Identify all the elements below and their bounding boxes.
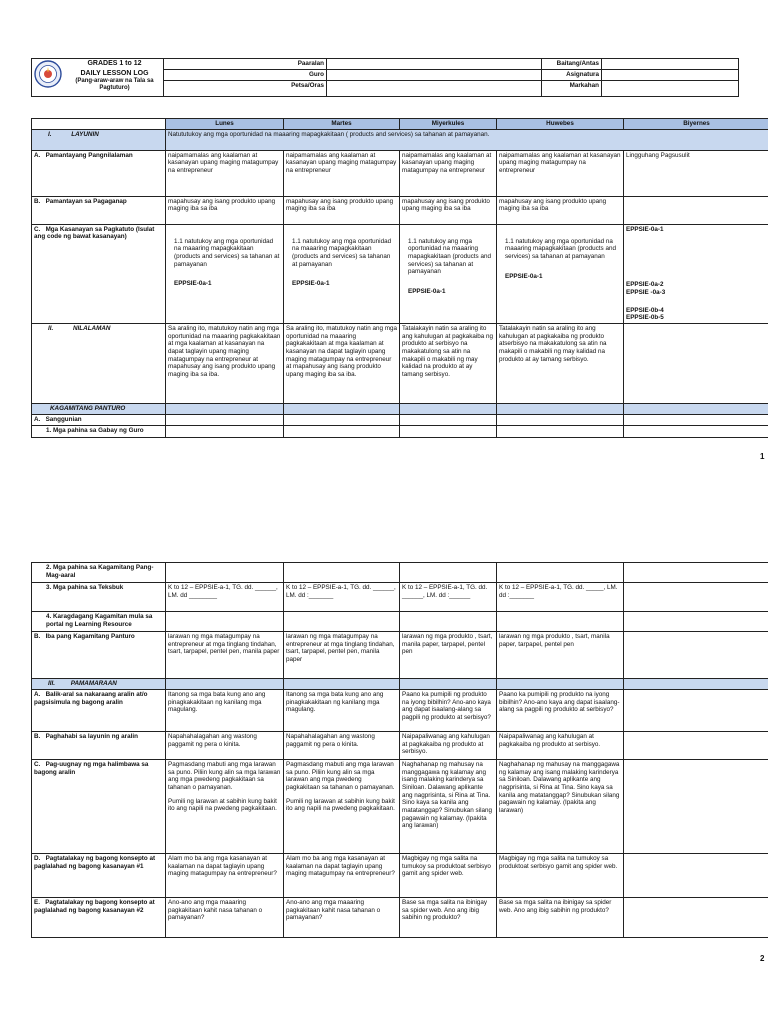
asignatura-label: Asignatura [542, 70, 602, 81]
b-cell-huwebes: mapahusay ang isang produkto upang maging iba sa iba [497, 196, 624, 224]
pe-biyernes [624, 898, 768, 938]
a-cell-miyerkules: naipamamalas ang kaalaman at kasanayan upang maging matagumpay na entrepreneur [400, 150, 497, 196]
pagaganap-heading [32, 196, 166, 224]
pb-title: Paghahabi sa layunin ng aralin [45, 733, 138, 740]
gabay-biyernes [624, 426, 768, 438]
page2-table [31, 562, 768, 938]
pag-uugnay-heading [32, 760, 166, 854]
kasanayan-row [32, 224, 768, 323]
title-subtitle: (Pang-araw-araw na Tala sa Pagtuturo) [75, 78, 154, 92]
c-code-huwebes: EPPSIE-0a-1 [505, 272, 543, 280]
paaralan-label: Paaralan [164, 59, 327, 70]
layunin-label: I. [48, 130, 52, 138]
pc-lunes-b: Pumili ng larawan at sabihin kung bakit ito ang napili na pwedeng pagkakitaan. [168, 797, 277, 813]
c-label: C. [34, 225, 41, 233]
pm-miyerkules [400, 679, 497, 690]
sang-huwebes [497, 415, 624, 426]
teksbuk-heading: 3. Mga pahina sa Teksbuk [32, 583, 166, 612]
ii-title: NILALAMAN [73, 325, 111, 333]
km-biyernes [624, 563, 768, 583]
kd-martes [284, 612, 400, 632]
pa-label: A. [34, 691, 41, 698]
pd-huwebes: Magbigay ng mga salita na tumukoy sa produktoat serbisyo gamit ang spider web. [497, 854, 624, 898]
paaralan-value[interactable] [327, 59, 542, 70]
pe-huwebes: Base sa mga salita na ibinigay sa spider web. Ano ang ibig sabihin ng produkto? [497, 898, 624, 938]
pagtatalakay-1-row [32, 854, 768, 898]
iii-label: III. [48, 680, 55, 687]
pa-lunes: Itanong sa mga bata kung ano ang pinagkakakitaan ng kanilang mga magulang. [166, 690, 284, 732]
ii-cell-biyernes [624, 324, 768, 404]
kd-lunes [166, 612, 284, 632]
pb-label: B. [34, 733, 41, 740]
ii-cell-martes: Sa araling ito, matutukoy natin ang mga oportunidad na maaaring pagkakakitaan at mga kaalaman at kasanayan na dapat taglayin upang maging matagumpay na entrepreneur at mapahusay ang isang produkto upang maging iba sa iba. [284, 324, 400, 404]
gabay-heading: 1. Mga pahina sa Gabay ng Guro [32, 426, 166, 438]
pagtatalakay-2-heading [32, 898, 166, 938]
day-biyernes: Biyernes [624, 119, 768, 130]
kag-martes [284, 404, 400, 415]
pc-miyerkules: Naghahanap ng mahusay na manggagawa ng kalamay ang isang malaking karinderya sa Siniloan. Dalawang aplikante ang nagprisinta, si Rina at Tina. Sino kaya sa kanila ang matatanggap? Sinubukan silang pagawain ng kalamay. (Ipakita ang larawan) [400, 760, 497, 854]
karagdagang-row [32, 612, 768, 632]
a-title: Pamantayang Pangnilalaman [45, 151, 133, 159]
day-huwebes: Huwebes [497, 119, 624, 130]
balik-aral-heading [32, 690, 166, 732]
gabay-martes [284, 426, 400, 438]
gabay-huwebes [497, 426, 624, 438]
title-grades: GRADES 1 to 12 [87, 60, 142, 67]
c-code-miyerkules: EPPSIE-0a-1 [408, 288, 446, 296]
layunin-heading [32, 129, 166, 150]
paghahabi-heading [32, 732, 166, 760]
pc-martes-b: Pumili ng larawan at sabihin kung bakit ito ang napili na pwedeng pagkakitaan. [286, 797, 395, 813]
sang-lunes [166, 415, 284, 426]
pa-martes: Itanong sa mga bata kung ano ang pinagkakakitaan ng kanilang mga magulang. [284, 690, 400, 732]
c-text-huwebes: 1.1 natutukoy ang mga oportunidad na maaaring mapagkakitaan (products and services) sa tahanan at pamayanan [505, 237, 616, 261]
c-text-lunes: 1.1 natutukoy ang mga oportunidad na maaaring mapagkakitaan (products and services) sa tahanan at pamayanan [174, 237, 280, 268]
layunin-row [32, 129, 768, 150]
nilalaman-heading [32, 324, 166, 404]
pd-label: D. [34, 855, 41, 862]
c-fri-code-1: EPPSIE-0a-1 [626, 225, 664, 233]
b-cell-lunes: mapahusay ang isang produkto upang maging iba sa iba [166, 196, 284, 224]
pag-uugnay-row [32, 760, 768, 854]
c-cell-huwebes [497, 224, 624, 323]
pe-martes: Ano-ano ang mga maaaring pagkakitaan kahit nasa tahanan o pamayanan? [284, 898, 400, 938]
km-miyerkules [400, 563, 497, 583]
c-code-lunes: EPPSIE-0a-1 [174, 280, 212, 288]
kag-huwebes [497, 404, 624, 415]
nilalaman-row [32, 324, 768, 404]
pc-label: C. [34, 761, 41, 768]
pc-biyernes [624, 760, 768, 854]
baitang-label: Baitang/Antas [542, 59, 602, 70]
teksbuk-row [32, 583, 768, 612]
pm-biyernes [624, 679, 768, 690]
kagamitan-row [32, 404, 768, 415]
kasanayan-heading [32, 224, 166, 323]
pa-title: Balik-aral sa nakaraang aralin at/o pagsisimula ng bagong aralin [34, 691, 148, 706]
a-cell-martes: naipamamalas ang kaalaman at kasanayan upang maging matagumpay na entrepreneur [284, 150, 400, 196]
page1-table [31, 118, 768, 438]
day-header-row [32, 119, 768, 130]
a-cell-huwebes: naipamamalas ang kaalaman at kasanayan upang maging matagumpay na entrepreneur [497, 150, 624, 196]
guro-value[interactable] [327, 70, 542, 81]
pa-huwebes: Paano ka pumipili ng produkto na iyong bibilhin? Ano-ano kaya ang dapat isaalang-alang sa pagpili ng produkto at serbisyo? [497, 690, 624, 732]
pa-biyernes [624, 690, 768, 732]
guro-label: Guro [164, 70, 327, 81]
karagdagang-heading: 4. Karagdagang Kagamitan mula sa portal ng Learning Resource [32, 612, 166, 632]
pe-label: E. [34, 899, 40, 906]
pc-huwebes: Naghahanap ng mahusay na manggagawa ng kalamay ang isang malaking karinderya sa Siniloan. Dalawang aplikante ang nagprisinta, si Rina at Tina. Sino kaya sa kanila ang matatanggap? Sinubukan silang pagawain ng kalamay. (Ipakita ang larawan) [497, 760, 624, 854]
kag-mag-row [32, 563, 768, 583]
c-fri-code-3: EPPSIE -0a-3 [626, 289, 666, 297]
a-label: A. [34, 151, 41, 159]
sanggunian-row [32, 415, 768, 426]
iba-lunes: larawan ng mga matagumpay na entrepreneur at mga tinglang tindahan, tsart, tarpapel, pentel pen, manila paper [166, 632, 284, 679]
teksbuk-lunes: K to 12 – EPPSIE-a-1, TG. dd. ______, LM. dd ________ [166, 583, 284, 612]
b-title: Pamantayan sa Pagaganap [45, 197, 127, 205]
b-cell-miyerkules: mapahusay ang isang produkto upang maging iba sa iba [400, 196, 497, 224]
pc-lunes-a: Pagmasdang mabuti ang mga larawan sa puno. Piliin kung alin sa mga larawan ang mga pwedeng pagkakitaan sa tahanan o pamayanan. [168, 761, 281, 792]
gabay-miyerkules [400, 426, 497, 438]
pagtatalakay-2-row [32, 898, 768, 938]
pamantayang-row [32, 150, 768, 196]
c-fri-code-4: EPPSIE-0b-4 [626, 306, 664, 314]
c-fri-code-2: EPPSIE-0a-2 [626, 281, 664, 289]
pm-lunes [166, 679, 284, 690]
c-code-martes: EPPSIE-0a-1 [292, 280, 330, 288]
kagamitan-heading: KAGAMITANG PANTURO [32, 404, 166, 415]
pa-miyerkules: Paano ka pumipili ng produkto na iyong bibilhin? Ano-ano kaya ang dapat isaalang-alang sa pagpili ng produkto at serbisyo? [400, 690, 497, 732]
gabay-lunes [166, 426, 284, 438]
kd-huwebes [497, 612, 624, 632]
markahan-value[interactable] [602, 81, 739, 97]
ii-cell-huwebes: Tatalakayin natin sa araling ito ang kahulugan at pagkakaiba ng produkto atserbisyo na makakatulong sa atin na makapili o makabili ng may kalidad na produkto at ay tamang serbisyo. [497, 324, 624, 404]
layunin-text: Natututukoy ang mga oportunidad na maaaring mapagkakitaan ( products and services) sa tahanan at pamayanan. [166, 129, 768, 150]
pc-martes-a: Pagmasdang mabuti ang mga larawan sa puno. Piliin kung alin sa mga larawan ang mga pwedeng pagkakitaan sa tahanan o pamayanan. [286, 761, 395, 792]
pd-title: Pagtatalakay ng bagong konsepto at paglalahad ng bagong kasanayan #1 [34, 855, 156, 870]
iba-biyernes [624, 632, 768, 679]
pb-huwebes: Naipapaliwanag ang kahulugan at pagkakaiba ng produkto at serbisyo. [497, 732, 624, 760]
teksbuk-martes: K to 12 – EPPSIE-a-1, TG. dd. ______, LM. dd :_______ [284, 583, 400, 612]
layunin-title: LAYUNIN [71, 130, 99, 138]
petsa-value[interactable] [327, 81, 542, 97]
c-cell-biyernes [624, 224, 768, 323]
day-header-blank [32, 119, 166, 130]
iba-title: Iba pang Kagamitang Panturo [45, 633, 135, 640]
day-miyerkules: Miyerkules [400, 119, 497, 130]
iba-martes: larawan ng mga matagumpay na entrepreneur at mga tinglang tindahan, tsart, tarpapel, pentel pen, manila paper [284, 632, 400, 679]
day-martes: Martes [284, 119, 400, 130]
kag-mag-heading: 2. Mga pahina sa Kagamitang Pang-Mag-aaral [32, 563, 166, 583]
c-cell-miyerkules [400, 224, 497, 323]
page-number-1: 1 [760, 452, 765, 461]
pm-martes [284, 679, 400, 690]
pamamaraan-heading [32, 679, 166, 690]
pb-biyernes [624, 732, 768, 760]
km-huwebes [497, 563, 624, 583]
ii-label: II. [48, 325, 54, 333]
pb-lunes: Napahahalagahan ang wastong paggamit ng pera o kinita. [166, 732, 284, 760]
baitang-value[interactable] [602, 59, 739, 70]
iba-miyerkules: larawan ng mga produkto , tsart, manila paper, tarpapel, pentel pen [400, 632, 497, 679]
day-lunes: Lunes [166, 119, 284, 130]
gabay-row [32, 426, 768, 438]
petsa-label: Petsa/Oras [164, 81, 327, 97]
ii-cell-lunes: Sa araling ito, matutukoy natin ang mga oportunidad na maaaring pagkakakitaan at mga kaalaman at kasanayan na dapat taglayin upang maging matagumpay na entrepreneur at mapahusay ang isang produkto upang maging iba sa iba. [166, 324, 284, 404]
teksbuk-miyerkules: K to 12 – EPPSIE-a-1, TG. dd. ______, LM. dd :______ [400, 583, 497, 612]
b-cell-martes: mapahusay ang isang produkto upang maging iba sa iba [284, 196, 400, 224]
teksbuk-biyernes [624, 583, 768, 612]
kd-biyernes [624, 612, 768, 632]
b-label: B. [34, 197, 41, 205]
c-cell-lunes [166, 224, 284, 323]
pe-lunes: Ano-ano ang mga maaaring pagkakitaan kahit nasa tahanan o pamayanan? [166, 898, 284, 938]
pc-lunes [166, 760, 284, 854]
markahan-label: Markahan [542, 81, 602, 97]
iba-row [32, 632, 768, 679]
sanggunian-heading [32, 415, 166, 426]
title-dll: DAILY LESSON LOG [80, 69, 149, 77]
c-text-miyerkules: 1.1 natutukoy ang mga oportunidad na maaaring mapagkakitaan (products and services) sa tahanan at pamayanan [408, 237, 491, 276]
c-fri-code-5: EPPSIE-0b-5 [626, 314, 664, 322]
sang-biyernes [624, 415, 768, 426]
c-cell-martes [284, 224, 400, 323]
sang-title: Sanggunian [45, 416, 82, 424]
asignatura-value[interactable] [602, 70, 739, 81]
pe-title: Pagtatalakay ng bagong konsepto at paglalahad ng bagong kasanayan #2 [34, 899, 155, 914]
c-title: Mga Kasanayan sa Pagkatuto (Isulat ang code ng bawat kasanayan) [34, 225, 155, 241]
header-table [31, 58, 739, 97]
pamantayang-heading [32, 150, 166, 196]
pd-martes: Alam mo ba ang mga kasanayan at kaalaman na dapat taglayin upang maging matagumpay na entrepreneur? [284, 854, 400, 898]
pd-lunes: Alam mo ba ang mga kasanayan at kaalaman na dapat taglayin upang maging matagumpay na entrepreneur? [166, 854, 284, 898]
pagtatalakay-1-heading [32, 854, 166, 898]
pe-miyerkules: Base sa mga salita na ibinigay sa spider web. Ano ang ibig sabihin ng produkto? [400, 898, 497, 938]
pd-biyernes [624, 854, 768, 898]
sang-label: A. [34, 416, 41, 424]
pd-miyerkules: Magbigay ng mga salita na tumukoy sa produktoat serbisyo gamit ang spider web. [400, 854, 497, 898]
b-cell-biyernes [624, 196, 768, 224]
header-title-cell [32, 59, 164, 97]
page-number-2: 2 [760, 954, 765, 963]
c-text-martes: 1.1 natutukoy ang mga oportunidad na maaaring mapagkakitaan (products and services) sa tahanan at pamayanan [292, 237, 392, 268]
pb-martes: Napahahalagahan ang wastong paggamit ng pera o kinita. [284, 732, 400, 760]
kag-lunes [166, 404, 284, 415]
balik-aral-row [32, 690, 768, 732]
iba-label: B. [34, 633, 41, 640]
kd-miyerkules [400, 612, 497, 632]
paghahabi-row [32, 732, 768, 760]
pb-miyerkules: Naipapaliwanag ang kahulugan at pagkakaiba ng produkto at serbisyo. [400, 732, 497, 760]
pm-huwebes [497, 679, 624, 690]
sang-miyerkules [400, 415, 497, 426]
ii-cell-miyerkules: Tatalakayin natin sa araling ito ang kahulugan at pagkakaiba ng produkto at serbisyo na makakatulong sa atin na makapili o makabili ng may kalidad na produkto at ay tamang serbisyo. [400, 324, 497, 404]
sang-martes [284, 415, 400, 426]
iba-heading [32, 632, 166, 679]
iba-huwebes: larawan ng mga produkto , tsart, manila paper, tarpapel, pentel pen [497, 632, 624, 679]
pagaganap-row [32, 196, 768, 224]
km-lunes [166, 563, 284, 583]
iii-title: PAMAMARAAN [70, 680, 117, 687]
a-cell-lunes: naipamamalas ang kaalaman at kasanayan upang maging matagumpay na entrepreneur [166, 150, 284, 196]
pc-martes [284, 760, 400, 854]
kag-biyernes [624, 404, 768, 415]
teksbuk-huwebes: K to 12 – EPPSIE-a-1, TG. dd. _____, LM. dd :_______ [497, 583, 624, 612]
a-cell-biyernes: Lingguhang Pagsusulit [624, 150, 768, 196]
pamamaraan-row [32, 679, 768, 690]
pc-title: Pag-uugnay ng mga halimbawa sa bagong aralin [34, 761, 149, 776]
kag-miyerkules [400, 404, 497, 415]
km-martes [284, 563, 400, 583]
